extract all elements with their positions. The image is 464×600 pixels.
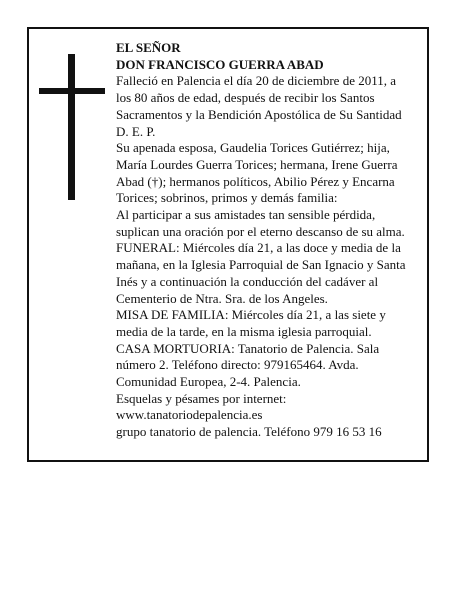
- mortuary-line-2: número 2. Teléfono directo: 979165464. Avda.: [116, 357, 359, 373]
- family-line-3: Abad (†); hermanos políticos, Abilio Pérez y Encarna: [116, 173, 395, 189]
- death-line-3: Sacramentos y la Bendición Apostólica de Su Santidad: [116, 106, 402, 122]
- funeral-line-4: Cementerio de Ntra. Sra. de los Angeles.: [116, 290, 328, 306]
- funeral-line-3: Inés y a continuación la conducción del cadáver al: [116, 273, 379, 289]
- internet-line-1: Esquelas y pésames por internet:: [116, 390, 287, 406]
- heading-title: EL SEÑOR: [116, 40, 181, 55]
- notice-text: [116, 40, 424, 441]
- request-line-1: Al participar a sus amistades tan sensible pérdida,: [116, 207, 376, 223]
- family-line-4: Torices; sobrinos, primos y demás familia:: [116, 190, 338, 206]
- request-line-2: suplican una oración por el eterno descanso de su alma.: [116, 223, 405, 239]
- website-link[interactable]: www.tanatoriodepalencia.es: [116, 407, 263, 423]
- funeral-line-2: mañana, en la Iglesia Parroquial de San Ignacio y Santa: [116, 257, 406, 273]
- mortuary-line-1: CASA MORTUORIA: Tanatorio de Palencia. Sala: [116, 340, 380, 356]
- funeral-line-1: FUNERAL: Miércoles día 21, a las doce y media de la: [116, 240, 401, 256]
- mass-line-2: media de la tarde, en la misma iglesia parroquial.: [116, 323, 372, 339]
- family-line-1: Su apenada esposa, Gaudelia Torices Gutiérrez; hija,: [116, 140, 390, 156]
- family-line-2: María Lourdes Guerra Torices; hermana, Irene Guerra: [116, 156, 398, 172]
- mortuary-line-3: Comunidad Europea, 2-4. Palencia.: [116, 374, 301, 390]
- obituary-notice: [27, 27, 429, 462]
- death-line-2: los 80 años de edad, después de recibir los Santos: [116, 90, 375, 106]
- contact-line: grupo tanatorio de palencia. Teléfono 979 16 53 16: [116, 424, 382, 440]
- mass-line-1: MISA DE FAMILIA: Miércoles día 21, a las siete y: [116, 307, 386, 323]
- cross-vertical-bar: [68, 54, 75, 200]
- cross-horizontal-bar: [39, 88, 105, 94]
- dep-line: D. E. P.: [116, 123, 156, 139]
- heading-name: DON FRANCISCO GUERRA ABAD: [116, 56, 324, 72]
- death-line-1: Falleció en Palencia el día 20 de diciembre de 2011, a: [116, 73, 396, 89]
- cross-icon: [39, 54, 105, 200]
